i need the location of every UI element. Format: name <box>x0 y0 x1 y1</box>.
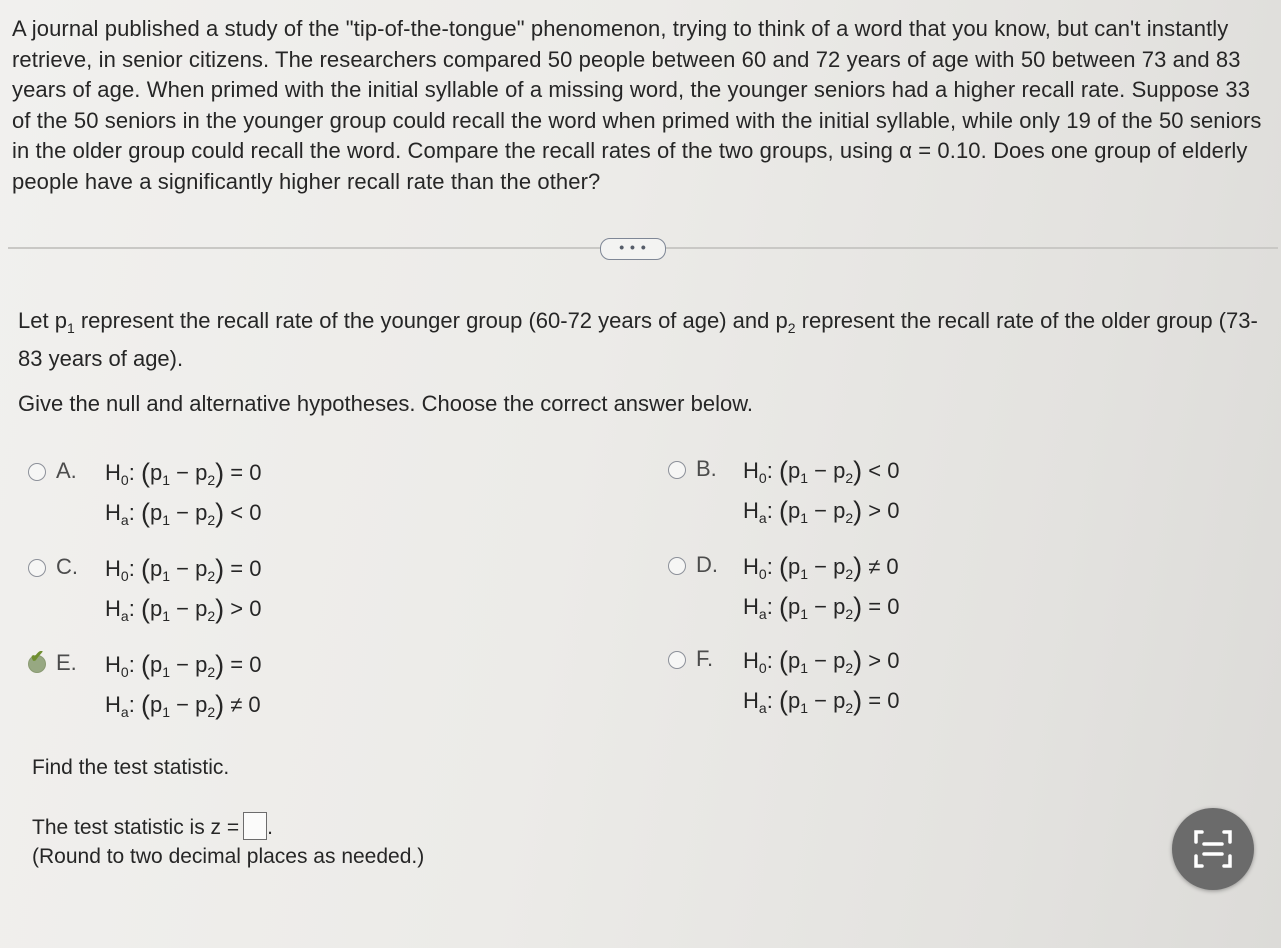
choice-e-null: $H_0$: $(p_1 - p_2) = 0$ <box>105 650 262 680</box>
instruction-text: Give the null and alternative hypotheses. Choose the correct answer below. <box>18 391 753 416</box>
choice-c-radio[interactable] <box>28 559 46 577</box>
choice-c-alt-relation: > 0 <box>230 596 262 621</box>
choice-c-letter: C. <box>56 554 78 579</box>
choice-b[interactable] <box>668 456 988 526</box>
choice-a-alt-relation: < 0 <box>230 500 262 525</box>
more-button[interactable]: • • • <box>600 238 666 260</box>
choice-f-radio[interactable] <box>668 651 686 669</box>
choice-b-alt-relation: > 0 <box>868 498 900 523</box>
checkmark-icon: ✔ <box>30 647 45 666</box>
choice-e-alt-relation: ≠ 0 <box>230 692 261 717</box>
intro-text: Let $p_1$ represent the recall rate of the younger group (60-72 years of age) and $p_2$ represent the recall rate of the older group (73-83 years of age). <box>18 308 1258 371</box>
choice-f[interactable] <box>668 646 988 716</box>
math-tools-button[interactable] <box>1172 808 1254 890</box>
choice-a-null: $H_0$: $(p_1 - p_2) = 0$ <box>105 458 262 488</box>
choice-a[interactable] <box>28 458 348 528</box>
choice-d-letter: D. <box>696 552 718 577</box>
choice-c[interactable] <box>28 554 348 624</box>
test-statistic-input[interactable] <box>243 812 267 840</box>
answer-suffix: . <box>267 816 273 839</box>
choice-e[interactable] <box>28 647 348 720</box>
choice-b-null: $H_0$: $(p_1 - p_2) < 0$ <box>743 456 900 486</box>
problem-statement: A journal published a study of the "tip-of-the-tongue" phenomenon, trying to think of a word that you know, but can't instantly retrieve, in senior citizens. The researchers compared 50 people between 60 and 72 years of age with 50 between 73 and 83 years of age. When primed with the initial syllable of a missing word, the younger seniors had a higher recall rate. Suppose 33 of the 50 seniors in the younger group could recall the word when primed with the initial syllable, while only 19 of the 50 seniors in the older group could recall the word. Compare the recall rates of the two groups, using α = 0.10. Does one group of elderly people have a significantly higher recall rate than the other? <box>12 16 1262 194</box>
choice-d-alt-relation: = 0 <box>868 594 900 619</box>
choice-a-alt: $H_a$: $(p_1 - p_2) < 0$ <box>105 498 262 528</box>
choice-a-letter: A. <box>56 458 77 483</box>
choice-d-null: $H_0$: $(p_1 - p_2) \ne 0$ <box>743 552 899 582</box>
choice-a-null-relation: = 0 <box>230 460 262 485</box>
rounding-note: (Round to two decimal places as needed.) <box>32 845 425 868</box>
choice-c-null: $H_0$: $(p_1 - p_2) = 0$ <box>105 554 262 584</box>
choice-f-alt-relation: = 0 <box>868 688 900 713</box>
choice-b-null-relation: < 0 <box>868 458 900 483</box>
choice-d-alt: $H_a$: $(p_1 - p_2) = 0$ <box>743 592 900 622</box>
choice-e-null-relation: = 0 <box>230 652 262 677</box>
choice-f-letter: F. <box>696 646 714 671</box>
choice-b-alt: $H_a$: $(p_1 - p_2) > 0$ <box>743 496 900 526</box>
choice-c-alt: $H_a$: $(p_1 - p_2) > 0$ <box>105 594 262 624</box>
choice-f-alt: $H_a$: $(p_1 - p_2) = 0$ <box>743 686 900 716</box>
choice-b-radio[interactable] <box>668 461 686 479</box>
choice-f-null: $H_0$: $(p_1 - p_2) > 0$ <box>743 646 900 676</box>
choice-d[interactable] <box>668 552 988 622</box>
bracket-list-icon <box>1172 808 1254 890</box>
find-test-statistic-prompt: Find the test statistic. <box>32 756 230 779</box>
choice-e-letter: E. <box>56 650 77 675</box>
choice-f-null-relation: > 0 <box>868 648 900 673</box>
answer-line <box>32 812 273 840</box>
choice-b-letter: B. <box>696 456 717 481</box>
choice-e-alt: $H_a$: $(p_1 - p_2) \ne 0$ <box>105 690 261 720</box>
choice-c-null-relation: = 0 <box>230 556 262 581</box>
choice-a-radio[interactable] <box>28 463 46 481</box>
choice-d-null-relation: ≠ 0 <box>868 554 899 579</box>
answer-prefix: The test statistic is z = <box>32 816 240 839</box>
choice-d-radio[interactable] <box>668 557 686 575</box>
